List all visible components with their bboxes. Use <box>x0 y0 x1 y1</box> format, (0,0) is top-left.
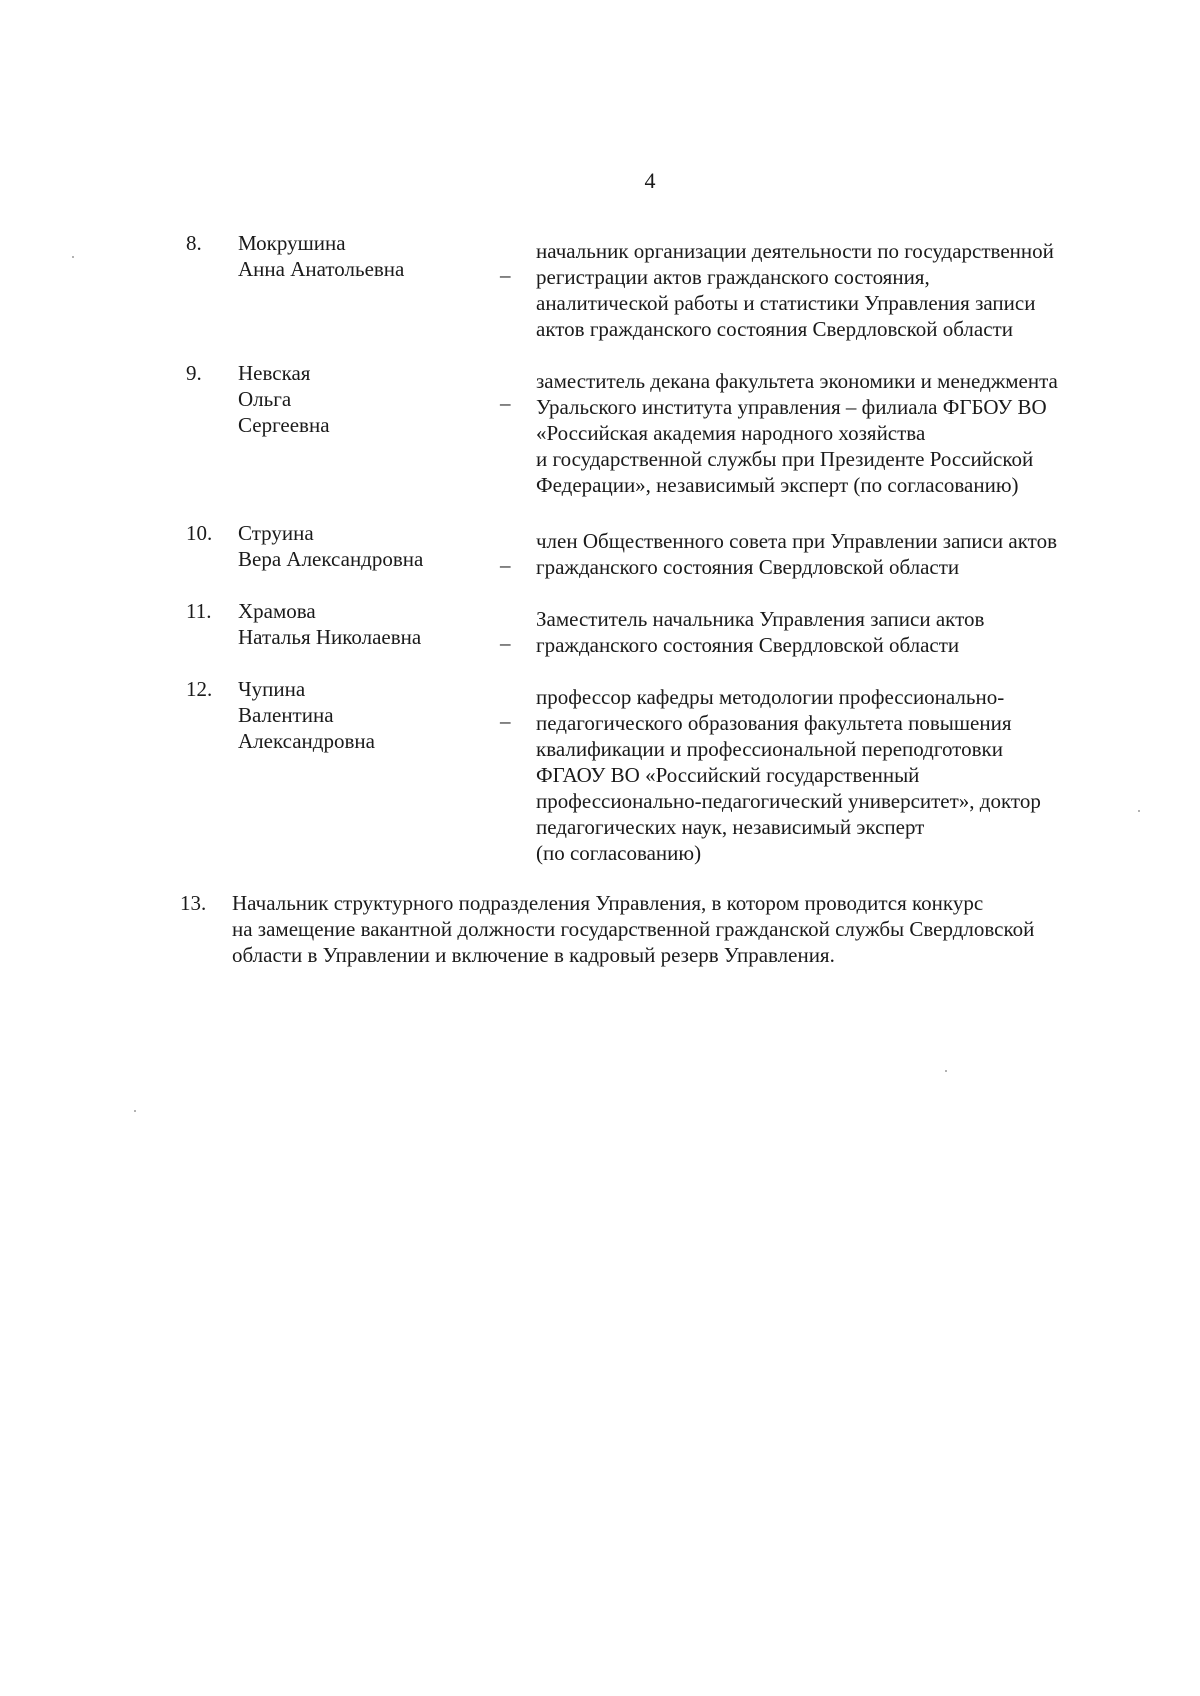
role-line: начальник организации деятельности по государственной <box>536 239 1054 263</box>
member-role <box>536 606 1116 658</box>
member-dash: – <box>500 263 511 287</box>
member-name <box>238 230 478 282</box>
member-patronymic: Сергеевна <box>238 413 330 437</box>
final-item-text <box>232 890 1132 968</box>
role-line: гражданского состояния Свердловской области <box>536 555 960 579</box>
role-line: заместитель декана факультета экономики и менеджмента <box>536 369 1058 393</box>
role-line: регистрации актов гражданского состояния, <box>536 265 930 289</box>
role-line: Заместитель начальника Управления записи актов <box>536 607 985 631</box>
role-line: член Общественного совета при Управлении записи актов <box>536 529 1057 553</box>
role-line: профессионально-педагогический университет», доктор <box>536 789 1041 813</box>
role-line: педагогического образования факультета повышения <box>536 711 1012 735</box>
member-dash: – <box>500 709 511 733</box>
member-role <box>536 368 1116 498</box>
role-line: профессор кафедры методологии профессионально- <box>536 685 1005 709</box>
member-given-name: Ольга <box>238 387 292 411</box>
role-line: актов гражданского состояния Свердловской области <box>536 317 1013 341</box>
role-line: Уральского института управления – филиала ФГБОУ ВО <box>536 395 1047 419</box>
role-line: квалификации и профессиональной переподготовки <box>536 737 1003 761</box>
member-patronymic: Александровна <box>238 729 375 753</box>
member-name <box>238 598 478 650</box>
member-given-names: Вера Александровна <box>238 547 424 571</box>
role-line: аналитической работы и статистики Управления записи <box>536 291 1036 315</box>
scan-speck <box>134 1110 136 1112</box>
scan-speck <box>1138 810 1140 812</box>
role-line: педагогических наук, независимый эксперт <box>536 815 925 839</box>
role-line: и государственной службы при Президенте Российской <box>536 447 1034 471</box>
role-line: ФГАОУ ВО «Российский государственный <box>536 763 920 787</box>
member-number: 12. <box>186 677 213 701</box>
member-surname: Невская <box>238 361 311 385</box>
scan-speck <box>72 256 74 258</box>
final-text-line: на замещение вакантной должности государственной гражданской службы Свердловской <box>232 917 1035 941</box>
role-line: «Российская академия народного хозяйства <box>536 421 926 445</box>
final-text-line: области в Управлении и включение в кадровый резерв Управления. <box>232 943 835 967</box>
member-surname: Храмова <box>238 599 316 623</box>
final-item-number: 13. <box>180 891 207 915</box>
member-role <box>536 528 1116 580</box>
member-number: 9. <box>186 361 202 385</box>
member-name <box>238 360 478 438</box>
member-dash: – <box>500 391 511 415</box>
member-number: 10. <box>186 521 213 545</box>
final-text-line: Начальник структурного подразделения Управления, в котором проводится конкурс <box>232 891 984 915</box>
role-line: (по согласованию) <box>536 841 702 865</box>
role-line: гражданского состояния Свердловской области <box>536 633 960 657</box>
member-given-name: Валентина <box>238 703 334 727</box>
member-number: 11. <box>186 599 212 623</box>
member-given-names: Наталья Николаевна <box>238 625 422 649</box>
member-surname: Чупина <box>238 677 306 701</box>
member-dash: – <box>500 553 511 577</box>
scan-speck <box>945 1070 947 1072</box>
member-role <box>536 238 1116 342</box>
member-surname: Мокрушина <box>238 231 346 255</box>
member-dash: – <box>500 631 511 655</box>
role-line: Федерации», независимый эксперт (по согласованию) <box>536 473 1019 497</box>
member-name <box>238 520 478 572</box>
member-number: 8. <box>186 231 202 255</box>
member-role <box>536 684 1116 866</box>
member-surname: Струина <box>238 521 314 545</box>
member-given-names: Анна Анатольевна <box>238 257 405 281</box>
member-name <box>238 676 478 754</box>
page-number: 4 <box>644 168 656 193</box>
